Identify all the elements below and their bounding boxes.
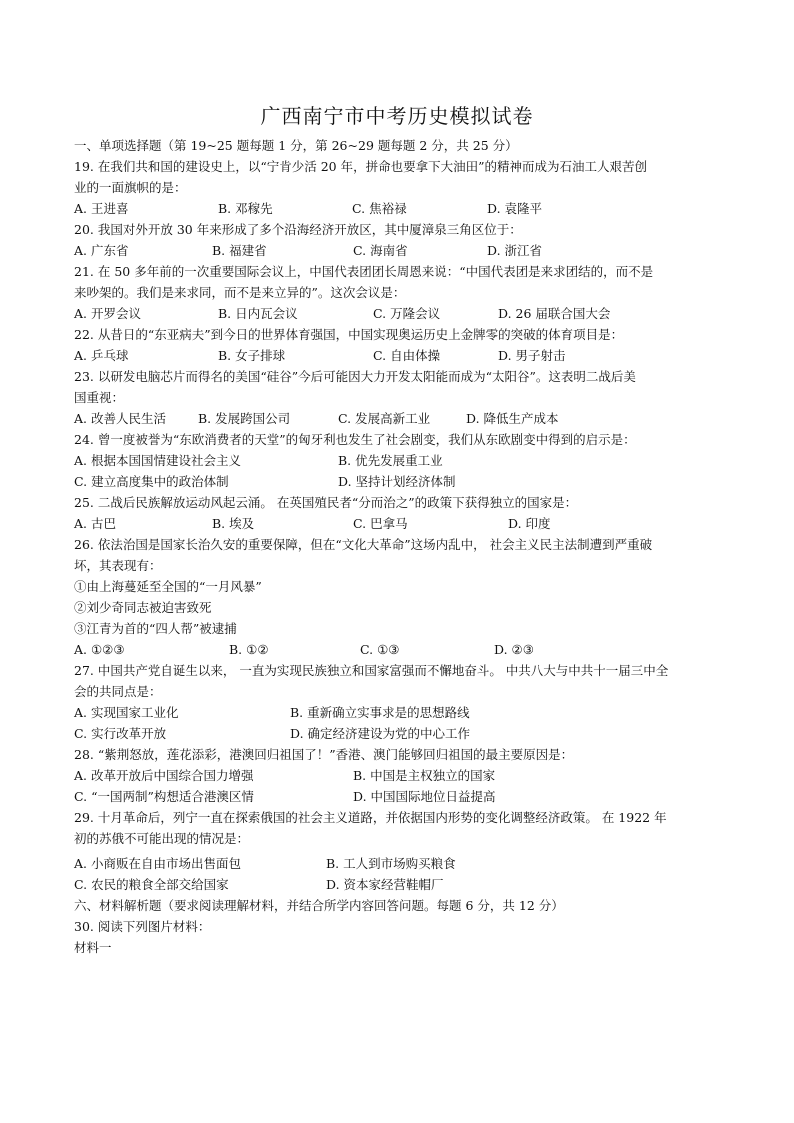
q20-option-c: C. 海南省 (353, 243, 408, 258)
q30-material-1: 材料一 (74, 940, 112, 955)
q25-option-d: D. 印度 (508, 516, 551, 531)
q30-stem-line1: 30. 阅读下列图片材料： (74, 919, 211, 934)
q26-option-a: A. ①②③ (74, 642, 125, 657)
q22-option-d: D. 男子射击 (498, 348, 566, 363)
q27-option-a: A. 实现国家工业化 (74, 705, 179, 720)
q26-item-3: ③江青为首的“四人帮”被逮捕 (74, 621, 237, 636)
q28-option-b: B. 中国是主权独立的国家 (353, 768, 496, 783)
q20-stem-line1: 20. 我国对外开放 30 年来形成了多个沿海经济开放区，其中厦漳泉三角区位于： (74, 222, 522, 237)
q25-option-a: A. 古巴 (74, 516, 116, 531)
q29-stem-line2: 初的苏俄不可能出现的情况是： (74, 831, 250, 846)
q19-option-b: B. 邓稼先 (218, 201, 273, 216)
q26-option-b: B. ①② (229, 642, 269, 657)
q24-option-c: C. 建立高度集中的政治体制 (74, 474, 229, 489)
q22-option-a: A. 乒乓球 (74, 348, 129, 363)
q24-option-d: D. 坚持计划经济体制 (338, 474, 456, 489)
q25-stem-line1: 25. 二战后民族解放运动风起云涌。 在英国殖民者“分而治之”的政策下获得独立的国家是： (74, 495, 578, 510)
q23-option-a: A. 改善人民生活 (74, 411, 166, 426)
q26-stem-line1: 26. 依法治国是国家长治久安的重要保障，但在“文化大革命”这场内乱中， 社会主义民主法制遭到严重破 (74, 537, 653, 552)
q24-option-a: A. 根据本国国情建设社会主义 (74, 453, 241, 468)
q26-option-c: C. ①③ (360, 642, 400, 657)
q29-option-a: A. 小商贩在自由市场出售面包 (74, 856, 241, 871)
q25-option-c: C. 巴拿马 (353, 516, 408, 531)
q22-stem-line1: 22. 从昔日的“东亚病夫”到今日的世界体育强国，中国实现奥运历史上金牌零的突破的体育项目是： (74, 327, 624, 342)
q29-option-c: C. 农民的粮食全部交给国家 (74, 877, 229, 892)
q23-stem-line1: 23. 以研发电脑芯片而得名的美国“硅谷”今后可能因大力开发太阳能而成为“太阳谷”。这表明二战后美 (74, 369, 636, 384)
q21-option-d: D. 26 届联合国大会 (498, 306, 611, 321)
q27-option-d: D. 确定经济建设为党的中心工作 (290, 726, 471, 741)
q19-option-a: A. 王进喜 (74, 201, 129, 216)
q23-stem-line2: 国重视： (74, 390, 125, 405)
q23-option-b: B. 发展跨国公司 (198, 411, 291, 426)
q22-option-c: C. 自由体操 (373, 348, 441, 363)
q20-option-d: D. 浙江省 (487, 243, 543, 258)
q19-option-c: C. 焦裕禄 (352, 201, 407, 216)
q26-item-2: ②刘少奇同志被迫害致死 (74, 600, 212, 615)
q21-option-b: B. 日内瓦会议 (218, 306, 298, 321)
q24-stem-line1: 24. 曾一度被誉为“东欧消费者的天堂”的匈牙利也发生了社会剧变，我们从东欧剧变中得到的启示是： (74, 432, 636, 447)
section-6-heading: 六、材料解析题（要求阅读理解材料，并结合所学内容回答问题。每题 6 分，共 12 分） (74, 898, 564, 913)
q20-option-b: B. 福建省 (212, 243, 267, 258)
q26-option-d: D. ②③ (494, 642, 534, 657)
q27-stem-line2: 会的共同点是： (74, 684, 162, 699)
q29-option-d: D. 资本家经营鞋帽厂 (326, 877, 444, 892)
q25-option-b: B. 埃及 (212, 516, 255, 531)
q27-stem-line1: 27. 中国共产党自诞生以来， 一直为实现民族独立和国家富强而不懈地奋斗。 中共八大与中共十一届三中全 (74, 663, 669, 678)
q27-option-b: B. 重新确立实事求是的思想路线 (290, 705, 470, 720)
q26-stem-line2: 坏，其表现有： (74, 558, 162, 573)
q21-option-c: C. 万隆会议 (373, 306, 441, 321)
q29-stem-line1: 29. 十月革命后，列宁一直在探索俄国的社会主义道路，并依据国内形势的变化调整经济政策。 在 1922 年 (74, 810, 667, 825)
q21-option-a: A. 开罗会议 (74, 306, 141, 321)
q28-option-a: A. 改革开放后中国综合国力增强 (74, 768, 254, 783)
q20-option-a: A. 广东省 (74, 243, 129, 258)
q21-stem-line1: 21. 在 50 多年前的一次重要国际会议上，中国代表团团长周恩来说：“中国代表团是来求团结的，而不是 (74, 264, 654, 279)
q23-option-c: C. 发展高新工业 (338, 411, 431, 426)
q19-stem-line1: 19. 在我们共和国的建设史上，以“宁肯少活 20 年，拼命也要拿下大油田”的精神而成为石油工人艰苦创 (74, 159, 647, 174)
q23-option-d: D. 降低生产成本 (466, 411, 559, 426)
q21-stem-line2: 来吵架的。我们是来求同，而不是来立异的”。这次会议是： (74, 285, 406, 300)
q28-option-c: C. “一国两制”构想适合港澳区情 (74, 789, 254, 804)
q27-option-c: C. 实行改革开放 (74, 726, 167, 741)
q26-item-1: ①由上海蔓延至全国的“一月风暴” (74, 579, 262, 594)
q22-option-b: B. 女子排球 (218, 348, 286, 363)
q28-option-d: D. 中国国际地位日益提高 (353, 789, 496, 804)
q19-option-d: D. 袁隆平 (487, 201, 543, 216)
exam-title: 广西南宁市中考历史模拟试卷 (260, 104, 534, 128)
section-1-heading: 一、单项选择题（第 19~25 题每题 1 分，第 26~29 题每题 2 分，共 25 分） (74, 138, 518, 153)
q28-stem-line1: 28. “紫荆怒放，莲花添彩，港澳回归祖国了！”香港、澳门能够回归祖国的最主要原因是： (74, 747, 574, 762)
q24-option-b: B. 优先发展重工业 (338, 453, 443, 468)
q29-option-b: B. 工人到市场购买粮食 (326, 856, 456, 871)
q19-stem-line2: 业的一面旗帜的是： (74, 180, 187, 195)
